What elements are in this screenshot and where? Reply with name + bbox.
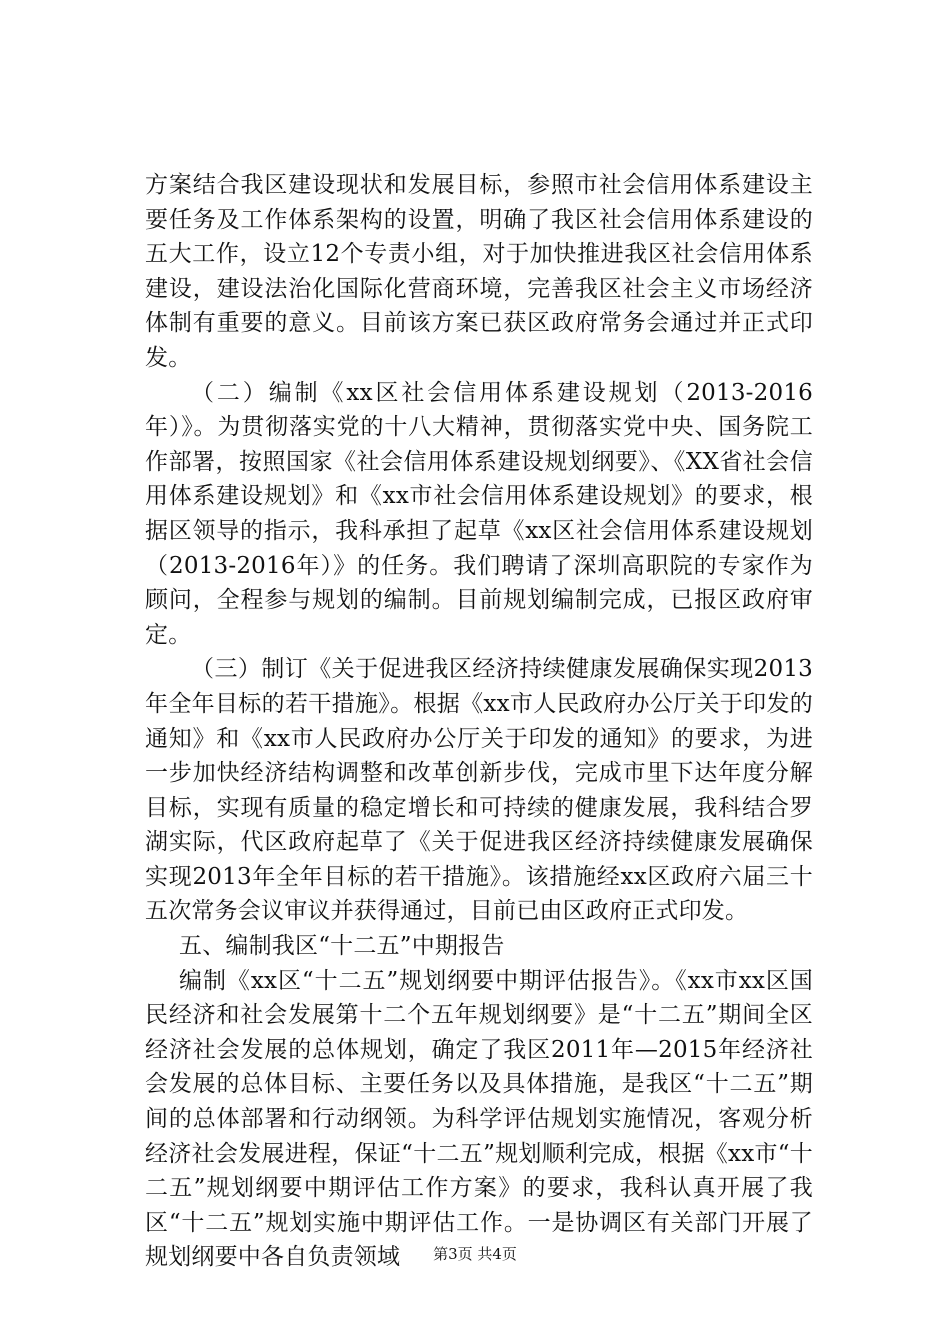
- paragraph-credit-system-plan: （二）编制《xx区社会信用体系建设规划（2013-2016年）》。为贯彻落实党的十八大精神，贯彻落实党中央、国务院工作部署，按照国家《社会信用体系建设规划纲要》、《XX省社会信用体系建设规划》和《xx市社会信用体系建设规划》的要求，根据区领导的指示，我科承担了起草《xx区社会信用体系建设规划（2013-2016年）》的任务。我们聘请了深圳高职院的专家作为顾问，全程参与规划的编制。目前规划编制完成，已报区政府审定。: [145, 379, 813, 648]
- paragraph-credit-plan-summary: 方案结合我区建设现状和发展目标，参照市社会信用体系建设主要任务及工作体系架构的设置，明确了我区社会信用体系建设的五大工作，设立12个专责小组，对于加快推进我区社会信用体系建设，建设法治化国际化营商环境，完善我区社会主义市场经济体制有重要的意义。目前该方案已获区政府常务会通过并正式印发。: [145, 172, 813, 371]
- page-footer: 第3页 共4页: [433, 1245, 517, 1263]
- paragraph-midterm-report: 编制《xx区“十二五”规划纲要中期评估报告》。《xx市xx区国民经济和社会发展第十二个五年规划纲要》是“十二五”期间全区经济社会发展的总体规划，确定了我区2011年—2015年经济社会发展的总体目标、主要任务以及具体措施，是我区“十二五”期间的总体部署和行动纲领。为科学评估规划实施情况，客观分析经济社会发展进程，保证“十二五”规划顺利完成，根据《xx市“十二五”规划纲要中期评估工作方案》的要求，我科认真开展了我区“十二五”规划实施中期评估工作。一是协调区有关部门开展了规划纲要中各自负责领域: [145, 967, 813, 1271]
- section-heading-five: 五、编制我区“十二五”中期报告: [179, 933, 505, 960]
- document-body: [145, 168, 813, 1275]
- paragraph-economic-measures: （三）制订《关于促进我区经济持续健康发展确保实现2013年全年目标的若干措施》。根据《xx市人民政府办公厅关于印发的通知》和《xx市人民政府办公厅关于印发的通知》的要求，为进一步加快经济结构调整和改革创新步伐，完成市里下达年度分解目标，实现有质量的稳定增长和可持续的健康发展，我科结合罗湖实际，代区政府起草了《关于促进我区经济持续健康发展确保实现2013年全年目标的若干措施》。该措施经xx区政府六届三十五次常务会议审议并获得通过，目前已由区政府正式印发。: [145, 656, 813, 925]
